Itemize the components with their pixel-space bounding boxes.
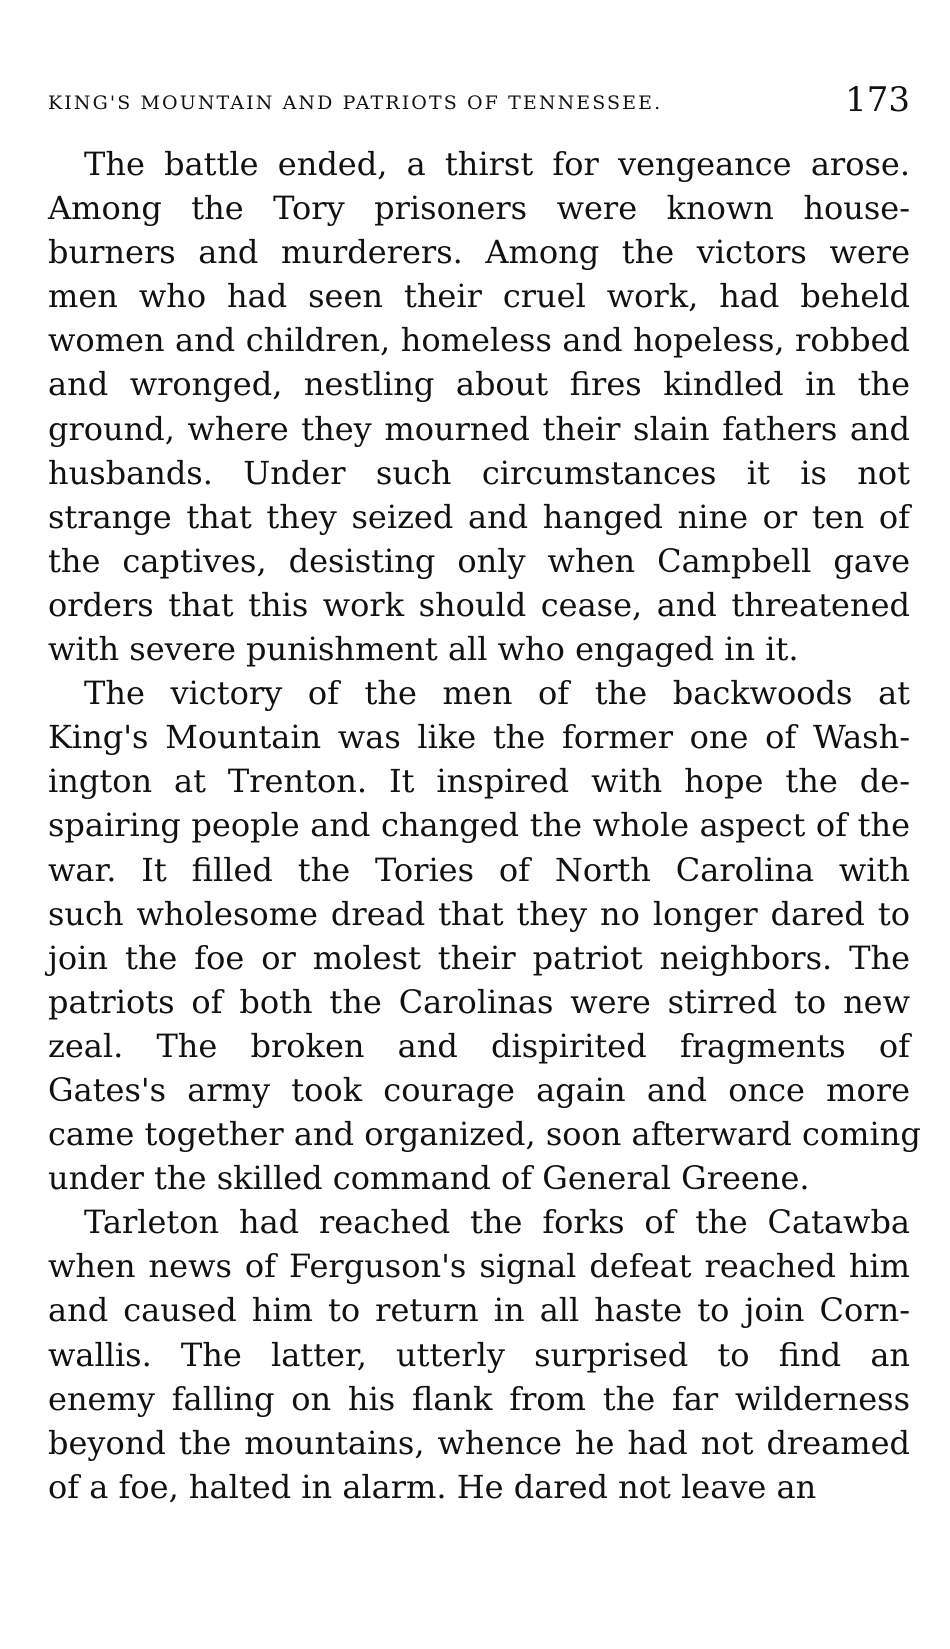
text-line: of a foe, halted in alarm. He dared not leave an [48,1467,817,1506]
body-text [48,142,921,1509]
text-line: the captives, desisting only when Campbell gave [48,541,910,580]
text-line: Gates's army took courage again and once more [48,1070,910,1109]
text-line: strange that they seized and hanged nine or ten of [48,497,910,536]
page-number: 173 [845,80,910,120]
text-line: men who had seen their cruel work, had beheld [48,277,910,316]
text-line: under the skilled command of General Greene. [48,1159,810,1198]
text-line: war. It filled the Tories of North Carolina with [48,850,910,889]
text-line: The victory of the men of the backwoods at [84,674,910,713]
text-line: The battle ended, a thirst for vengeance arose. [84,145,910,183]
text-line: ground, where they mourned their slain fathers and [48,409,910,448]
paragraph [48,671,921,1200]
text-line: patriots of both the Carolinas were stirred to new [48,982,910,1021]
text-line: King's Mountain was like the former one of Wash- [48,718,910,757]
text-line: such wholesome dread that they no longer dared to [48,894,910,933]
text-line: came together and organized, soon afterward coming [48,1115,921,1154]
running-title: KING'S MOUNTAIN AND PATRIOTS OF TENNESSEE. [48,92,663,114]
text-line: with severe punishment all who engaged in it. [48,630,799,669]
text-line: enemy falling on his flank from the far wilderness [48,1379,910,1418]
text-line: women and children, homeless and hopeless, robbed [48,321,910,360]
text-line: and caused him to return in all haste to join Corn- [48,1291,910,1330]
text-line: ington at Trenton. It inspired with hope the de- [48,762,910,801]
text-line: zeal. The broken and dispirited fragments of [48,1026,910,1065]
text-line: orders that this work should cease, and threatened [48,585,910,624]
text-line: burners and murderers. Among the victors were [48,233,910,272]
text-line: beyond the mountains, whence he had not dreamed [48,1423,910,1462]
text-line: wallis. The latter, utterly surprised to find an [48,1335,910,1374]
running-header [48,80,910,120]
paragraph [48,142,910,671]
text-line: husbands. Under such circumstances it is not [48,453,910,492]
text-line: and wronged, nestling about fires kindled in the [48,365,910,404]
text-line: spairing people and changed the whole aspect of the [48,806,910,845]
text-line: join the foe or molest their patriot neighbors. The [48,938,910,977]
paragraph [48,1200,910,1509]
text-line: when news of Ferguson's signal defeat reached him [48,1247,910,1286]
text-line: Among the Tory prisoners were known house- [48,189,910,228]
text-line: Tarleton had reached the forks of the Catawba [84,1203,910,1242]
